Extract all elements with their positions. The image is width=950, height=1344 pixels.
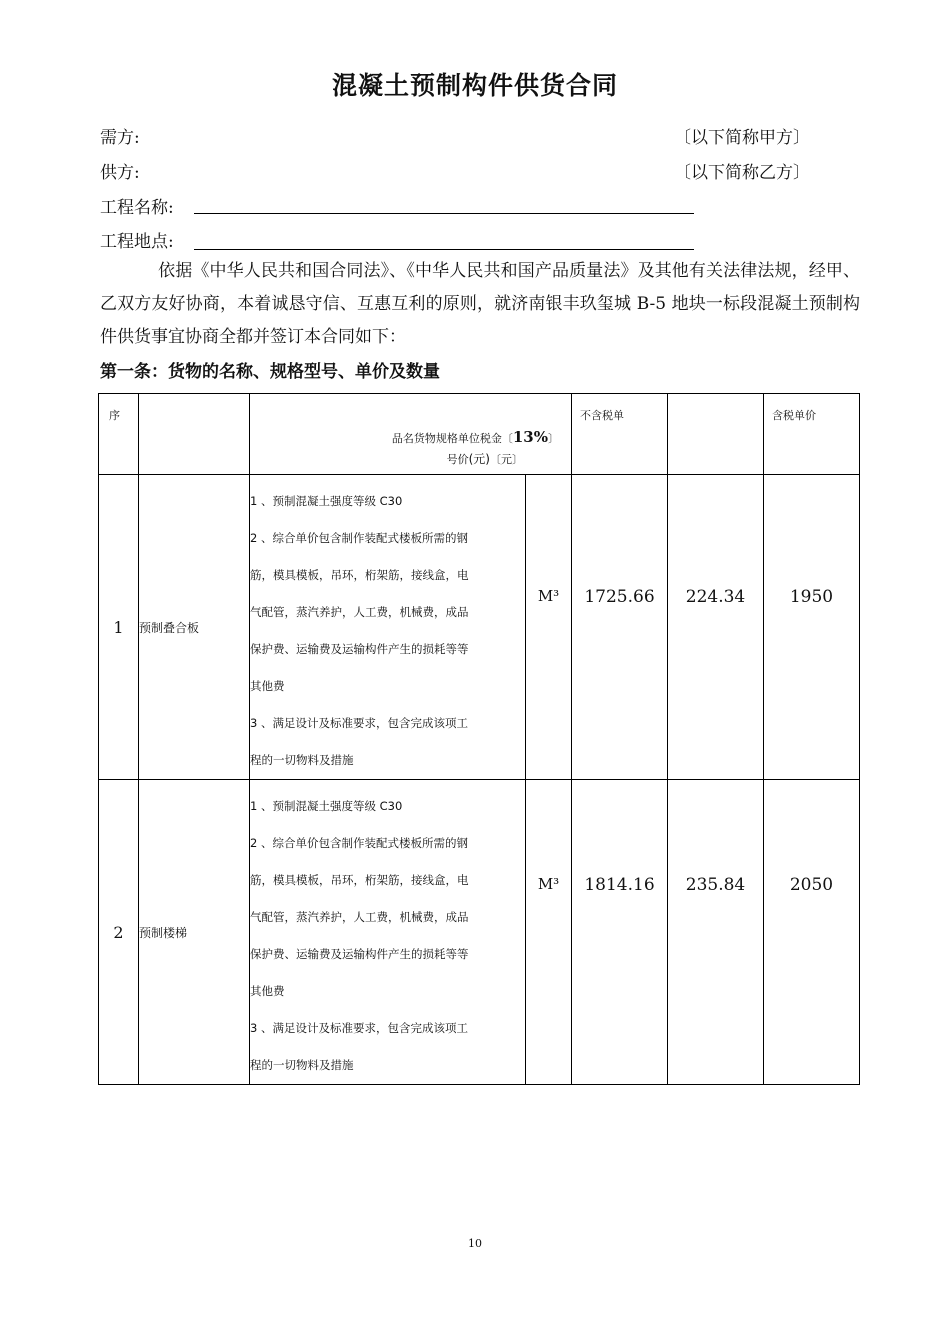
table-header-row — [99, 394, 860, 475]
buyer-label: 需方: — [100, 128, 140, 148]
header-price-ex-tax: 不含税单 — [572, 394, 668, 475]
spec-line: 气配管，蒸汽养护，人工费，机械费，成品 — [250, 910, 469, 924]
page-number: 10 — [468, 1237, 482, 1250]
row-price-ex-tax: 1725.66 — [572, 475, 668, 780]
spec-line: 3 、满足设计及标准要求，包含完成该项工 — [250, 1021, 468, 1035]
spec-line: 气配管，蒸汽养护，人工费，机械费，成品 — [250, 605, 469, 619]
header-merged-line2a: 号价 — [446, 453, 469, 466]
spec-line: 保护费、运输费及运输构件产生的损耗等等 — [250, 947, 469, 961]
project-name-label: 工程名称: — [100, 198, 174, 218]
header-blank — [139, 394, 250, 475]
spec-line: 3 、满足设计及标准要求，包含完成该项工 — [250, 716, 468, 730]
supplier-note: 〔以下简称乙方〕 — [674, 163, 810, 183]
intro-text: 依据《中华人民共和国合同法》、《中华人民共和国产品质量法》及其他有关法律法规，经甲、乙双方友好协商，本着诚恳守信、互惠互利的原则，就济南银丰玖玺城 B-5 地块一标段混凝土预制构件供货事宜协商全都并签订本合同如下： — [100, 261, 860, 347]
spec-line: 2 、综合单价包含制作装配式楼板所需的钢 — [250, 531, 468, 545]
header-tax-rate: 13% — [512, 428, 548, 446]
row-unit: M³ — [526, 780, 572, 1085]
row-price-ex-tax: 1814.16 — [572, 780, 668, 1085]
spec-line: 其他费 — [250, 984, 285, 998]
spec-line: 1 、预制混凝土强度等级 C30 — [250, 494, 403, 508]
row-seq: 2 — [99, 780, 139, 1085]
row-unit: M³ — [526, 475, 572, 780]
header-merged — [250, 394, 572, 475]
supplier-label: 供方: — [100, 163, 140, 183]
row-spec — [250, 780, 526, 1085]
project-name-field[interactable] — [194, 193, 694, 214]
table-row — [99, 780, 860, 1085]
header-paren: (元) — [468, 452, 490, 466]
goods-table — [98, 393, 860, 1085]
table-row — [99, 475, 860, 780]
project-site-label: 工程地点: — [100, 232, 174, 252]
header-merged-line1: 品名货物规格单位税金〔 — [391, 432, 513, 445]
header-price-inc-tax: 含税单价 — [764, 394, 860, 475]
contract-title: 混凝土预制构件供货合同 — [331, 71, 618, 100]
row-spec — [250, 475, 526, 780]
header-seq: 序 — [99, 394, 139, 475]
section-1-heading: 第一条：货物的名称、规格型号、单价及数量 — [100, 362, 440, 382]
spec-line: 1 、预制混凝土强度等级 C30 — [250, 799, 403, 813]
intro-paragraph — [100, 255, 860, 354]
row-price-inc-tax: 1950 — [764, 475, 860, 780]
buyer-note: 〔以下简称甲方〕 — [674, 128, 810, 148]
row-price-inc-tax: 2050 — [764, 780, 860, 1085]
row-name: 预制楼梯 — [139, 780, 250, 1085]
row-tax: 235.84 — [668, 780, 764, 1085]
row-name: 预制叠合板 — [139, 475, 250, 780]
row-seq: 1 — [99, 475, 139, 780]
spec-line: 其他费 — [250, 679, 285, 693]
spec-line: 筋，模具模板，吊环，桁架筋，接线盒，电 — [250, 873, 469, 887]
spec-line: 程的一切物料及措施 — [250, 753, 354, 767]
spec-line: 程的一切物料及措施 — [250, 1058, 354, 1072]
spec-line: 2 、综合单价包含制作装配式楼板所需的钢 — [250, 836, 468, 850]
header-merged-line2b: 〔元〕 — [490, 453, 523, 466]
spec-line: 筋，模具模板，吊环，桁架筋，接线盒，电 — [250, 568, 469, 582]
row-tax: 224.34 — [668, 475, 764, 780]
header-merged-line1-end: 〕 — [548, 432, 559, 445]
header-tax-blank — [668, 394, 764, 475]
spec-line: 保护费、运输费及运输构件产生的损耗等等 — [250, 642, 469, 656]
project-site-field[interactable] — [194, 228, 694, 250]
